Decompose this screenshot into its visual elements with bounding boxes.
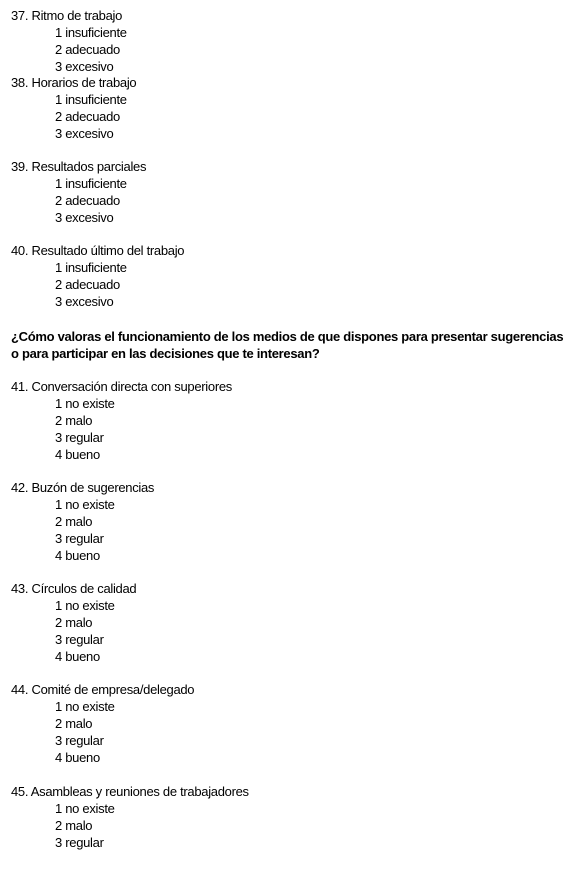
answer-option: 3 regular <box>55 531 104 546</box>
question-44 <box>11 681 571 766</box>
answer-option: 1 insuficiente <box>55 25 127 40</box>
answer-option: 3 excesivo <box>55 59 114 74</box>
answer-option: 1 insuficiente <box>55 92 127 107</box>
answer-option: 2 adecuado <box>55 193 120 208</box>
answer-option: 1 insuficiente <box>55 176 127 191</box>
answer-option: 2 malo <box>55 514 93 529</box>
answer-option: 4 bueno <box>55 750 100 765</box>
answer-option: 1 no existe <box>55 801 115 816</box>
answer-option: 1 insuficiente <box>55 260 127 275</box>
answer-option: 1 no existe <box>55 396 115 411</box>
question-40 <box>11 242 571 310</box>
answer-option: 2 malo <box>55 716 93 731</box>
answer-option: 2 malo <box>55 413 93 428</box>
question-45 <box>11 783 571 851</box>
answer-option: 1 no existe <box>55 497 115 512</box>
question-title: 41. Conversación directa con superiores <box>11 379 232 394</box>
question-38 <box>11 74 571 142</box>
answer-option: 3 regular <box>55 733 104 748</box>
answer-option: 4 bueno <box>55 447 100 462</box>
answer-option: 3 excesivo <box>55 294 114 309</box>
section-heading: ¿Cómo valoras el funcionamiento de los medios de que dispones para presentar sugerencias o para participar en las decisiones que te interesan? <box>11 329 564 361</box>
question-42 <box>11 479 571 564</box>
question-title: 43. Círculos de calidad <box>11 581 137 596</box>
answer-option: 2 malo <box>55 818 93 833</box>
question-title: 37. Ritmo de trabajo <box>11 8 123 23</box>
question-43 <box>11 580 571 665</box>
question-title: 39. Resultados parciales <box>11 159 147 174</box>
question-title: 38. Horarios de trabajo <box>11 75 137 90</box>
question-title: 45. Asambleas y reuniones de trabajadores <box>11 784 249 799</box>
question-title: 42. Buzón de sugerencias <box>11 480 155 495</box>
answer-option: 3 regular <box>55 430 104 445</box>
answer-option: 3 regular <box>55 835 104 850</box>
answer-option: 4 bueno <box>55 649 100 664</box>
answer-option: 1 no existe <box>55 699 115 714</box>
answer-option: 1 no existe <box>55 598 115 613</box>
answer-option: 2 adecuado <box>55 109 120 124</box>
question-39 <box>11 158 571 226</box>
answer-option: 2 adecuado <box>55 42 120 57</box>
answer-option: 4 bueno <box>55 548 100 563</box>
answer-option: 3 excesivo <box>55 126 114 141</box>
answer-option: 2 adecuado <box>55 277 120 292</box>
question-title: 44. Comité de empresa/delegado <box>11 682 195 697</box>
answer-option: 3 regular <box>55 632 104 647</box>
question-41 <box>11 378 571 463</box>
answer-option: 3 excesivo <box>55 210 114 225</box>
question-37 <box>11 7 571 75</box>
answer-option: 2 malo <box>55 615 93 630</box>
question-title: 40. Resultado último del trabajo <box>11 243 185 258</box>
